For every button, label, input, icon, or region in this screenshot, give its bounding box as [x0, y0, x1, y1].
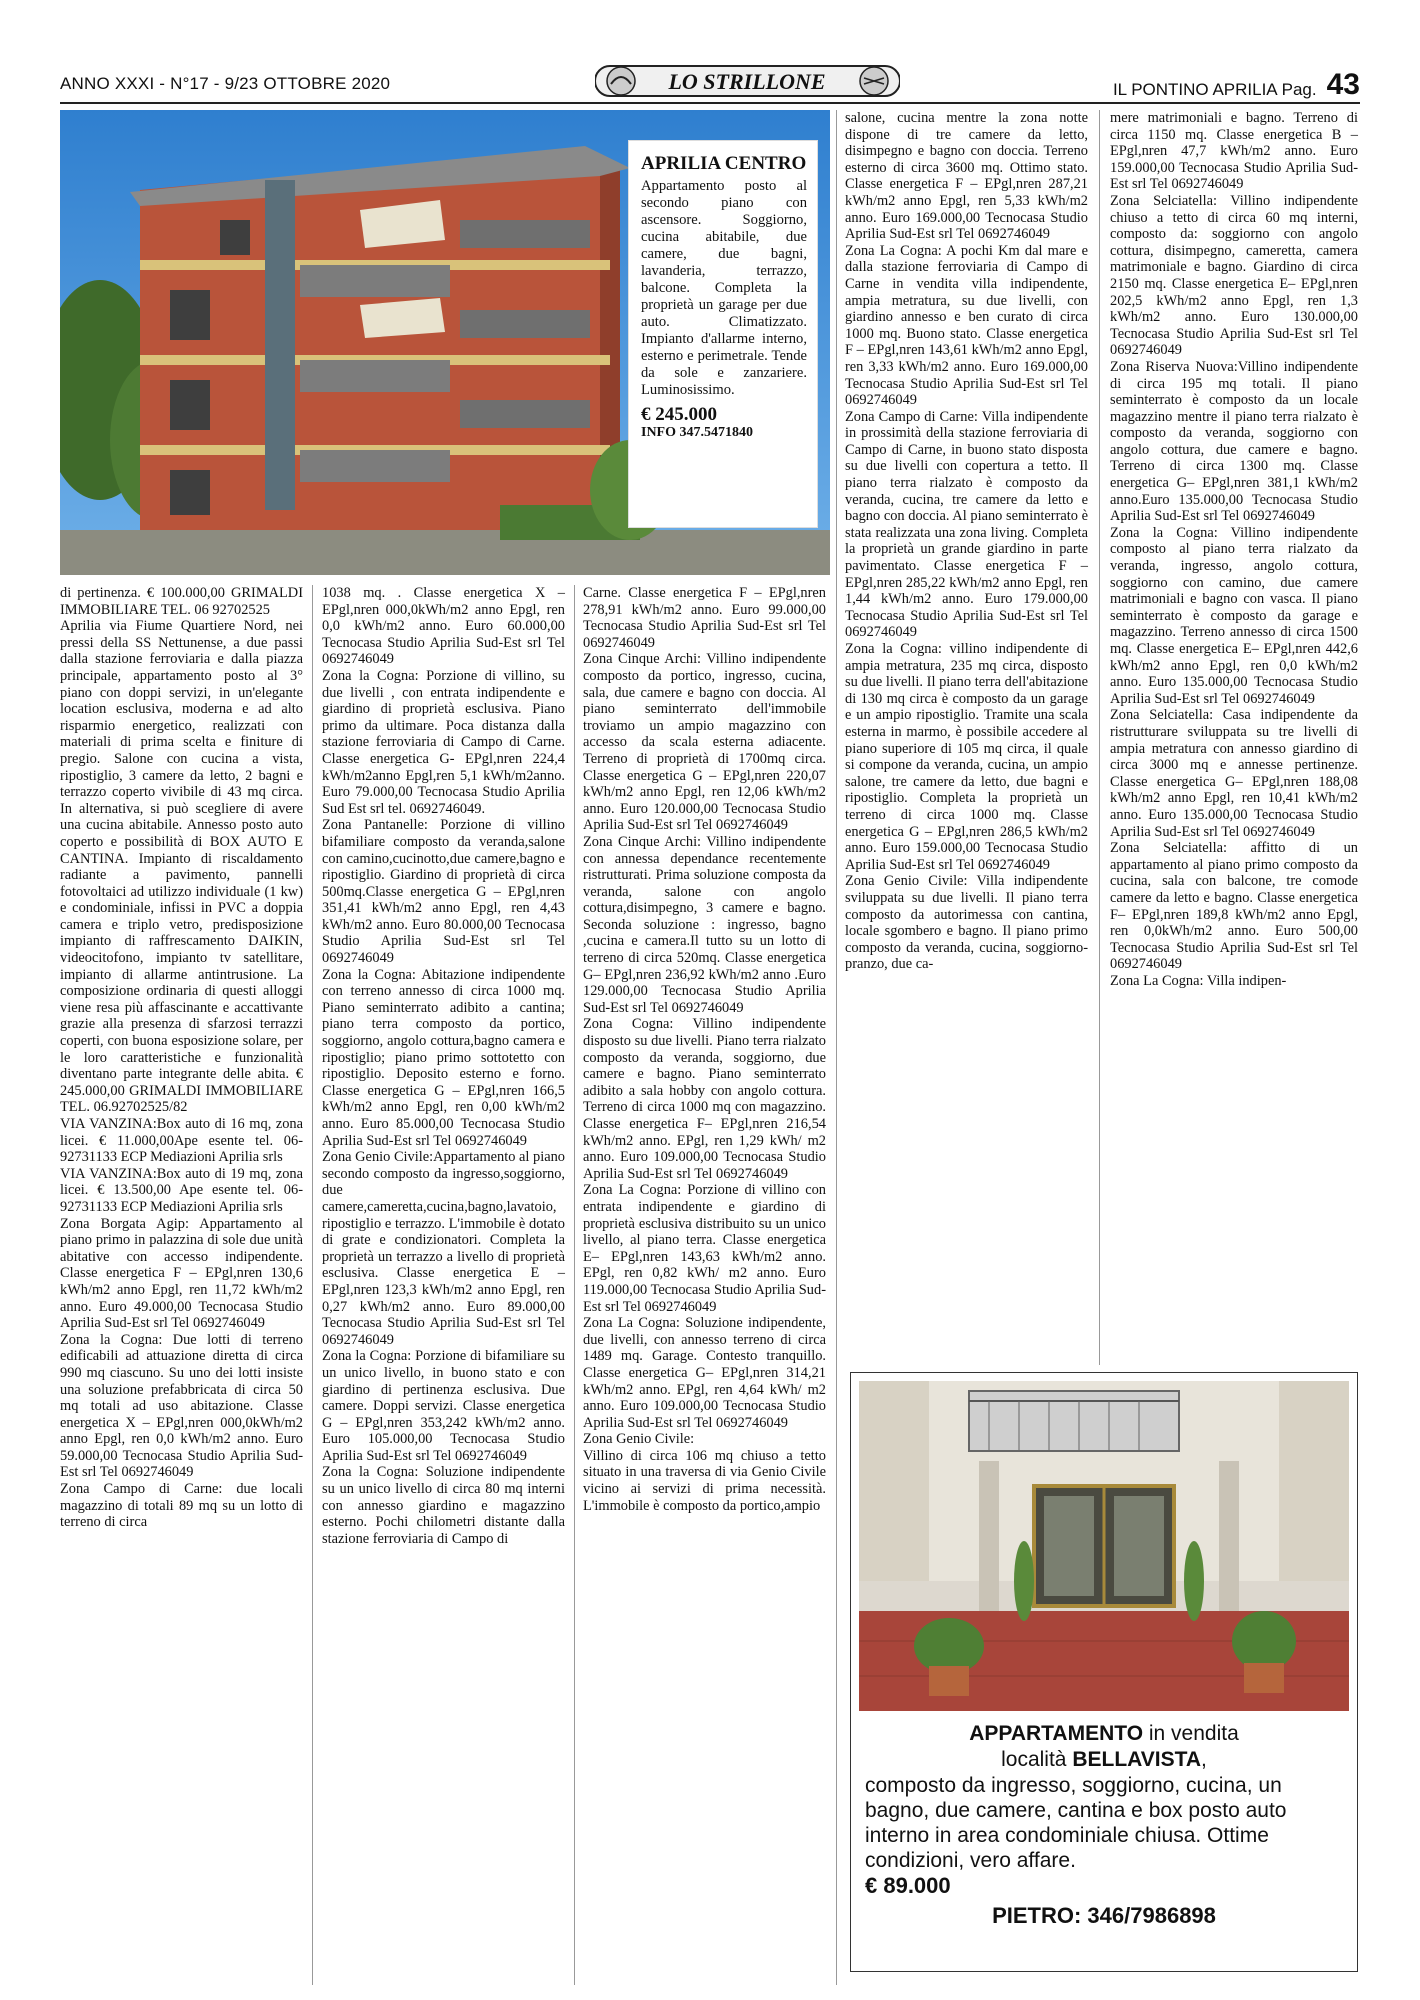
ad-location-suffix: ,	[1201, 1748, 1207, 1771]
entrance-photo	[859, 1381, 1349, 1711]
listing-paragraph: Aprilia via Fiume Quartiere Nord, nei pressi della SS Nettunense, a due passi dalla stazione ferroviaria e dalla piazza principale, appartamento posto al 3° piano con doppi servizi, in un'elegante location esclusiva, moderna e ad alto risparmio energetico, realizzati con materiali di prima scelta e finiture di pregio. Salone con cucina a vista, ripostiglio, 3 camere da letto, 2 bagni e terrazzo coperto vivibile di 43 mq circa. In alternativa, si può scegliere di avere una cucina abitabile. Annesso posto auto coperto e possibilità di BOX AUTO E CANTINA. Impianto di riscaldamento radiante a pavimento, pannelli fotovoltaici ad utilizzo individuale (1 kw) e condominiale, infissi in PVC a doppia camera e triplo vetro, predisposizione impianto di raffrescamento DAIKIN, videocitofono, impianto tv satellitare, impianto di allarme antintrusione. La composizione ordinaria di questi alloggi viene resa più affascinante e accattivante grazie alla presenza di sfarzosi terrazzi coperti, con buona esposizione solare, per le loro caratteristiche e funzionalità diventano parte integrante delle abita. € 245.000,00 GRIMALDI IMMOBILIARE TEL. 06.92702525/82	[60, 618, 303, 1116]
listing-paragraph: salone, cucina mentre la zona notte dispone di tre camere da letto, disimpegno e bagno con doccia. Terreno esterno di circa 3600 mq. Ottimo stato. Classe energetica F – EPgl,nren 287,21 kWh/m2 anno Epgl, ren 5,33 kWh/m2 anno. Euro 169.000,00 Tecnocasa Studio Aprilia Sud-Est srl Tel 0692746049	[845, 110, 1088, 243]
listing-paragraph: VIA VANZINA:Box auto di 16 mq, zona licei. € 11.000,00Ape esente tel. 06-92731133 ECP Mediazioni Aprilia srls	[60, 1116, 303, 1166]
logo-text: LO STRILLONE	[668, 69, 826, 94]
page-header	[60, 62, 1360, 102]
promo-box	[628, 140, 818, 528]
listing-paragraph: Zona La Cogna: Soluzione indipendente, due livelli, con annesso terreno di circa 1489 mq. Garage. Contesto tranquillo. Classe energetica G– EPgl,nren 314,21 kWh/m2 anno. EPgl, ren 4,64 kWh/ m2 anno. Euro 109.000,00 Tecnocasa Studio Aprilia Sud-Est srl Tel 0692746049	[583, 1315, 826, 1431]
newspaper-logo-icon	[595, 62, 900, 100]
listing-paragraph: Zona Borgata Agip: Appartamento al piano primo in palazzina di sole due unità abitative con accesso indipendente. Classe energetica F – EPgl,nren 130,6 kWh/m2 anno Epgl, ren 11,72 kWh/m2 anno. Euro 49.000,00 Tecnocasa Studio Aprilia Sud-Est srl Tel 0692746049	[60, 1215, 303, 1332]
listing-paragraph: Zona la Cogna: Porzione di bifamiliare su un unico livello, in buono stato e con giardino di pertinenza esclusiva. Due camere. Doppi servizi. Classe energetica G – EPgl,nren 353,242 kWh/m2 anno. Euro 105.000,00 Tecnocasa Studio Aprilia Sud-Est srl Tel 0692746049	[322, 1348, 565, 1464]
listing-paragraph: Zona Riserva Nuova:Villino indipendente di circa 195 mq totali. Il piano seminterrato è composto da un locale magazzino mentre il piano terra rialzato è composto da veranda, soggiorno con angolo cottura, due camere e bagno. Terreno di circa 1300 mq. Classe energetica G– EPgl,nren 381,1 kWh/m2 anno.Euro 135.000,00 Tecnocasa Studio Aprilia Sud-Est srl Tel 0692746049	[1110, 358, 1358, 525]
listing-paragraph: Zona Genio Civile:	[583, 1431, 695, 1448]
promo-contact: INFO 347.5471840	[641, 425, 753, 440]
listing-paragraph: Zona la Cogna: Villino indipendente composto al piano terra rialzato da veranda, ingresso, angolo cottura, soggiorno con camino, due camere matrimoniali e bagno con vasca. Il piano seminterrato è composto da garage e magazzino. Terreno annesso di circa 1500 mq. Classe energetica E– EPgl,nren 442,6 kWh/m2 anno Epgl, ren 0,0 kWh/m2 anno. Euro 135.000,00 Tecnocasa Studio Aprilia Sud-Est srl Tel 0692746049	[1110, 524, 1358, 707]
page-number: 43	[1326, 68, 1360, 101]
listing-column-3	[583, 585, 826, 1514]
listing-paragraph: Zona la Cogna: villino indipendente di ampia metratura, 235 mq circa, disposto su due livelli. Il piano terra dell'abitazione di 130 mq circa è composto da un garage e un ampio ripostiglio. Tramite una scala esterna in marmo, è possibile accedere al piano superiore di 105 mq circa, il quale si compone da veranda, cucina, un ampio salone, tre camere da letto, due bagni e ripostiglio. Completa la proprietà un terreno di circa 1000 mq. Classe energetica G – EPgl,nren 286,5 kWh/m2 anno. Euro 159.000,00 Tecnocasa Studio Aprilia Sud-Est srl Tel 0692746049	[845, 641, 1088, 873]
listing-paragraph: Villino di circa 106 mq chiuso a tetto situato in una traversa di via Genio Civile vicino ai servizi di prima necessità. L'immobile è composto da portico,ampio	[583, 1447, 826, 1514]
listing-paragraph: Zona Pantanelle: Porzione di villino bifamiliare composto da veranda,salone con camino,cucinotto,due camere,bagno e ripostiglio. Giardino di proprietà di circa 500mq.Classe energetica G – EPgl,nren 351,41 kWh/m2 anno Epgl, ren 4,43 kWh/m2 anno. Euro 80.000,00 Tecnocasa Studio Aprilia Sud-Est srl Tel 0692746049	[322, 817, 565, 967]
listing-paragraph: Zona Selciatella: Casa indipendente da ristrutturare sviluppata su tre livelli di ampia metratura con annesso giardino di circa 3000 mq e annesse pertinenze. Classe energetica G– EPgl,nren 188,08 kWh/m2 anno Epgl, ren 10,41 kWh/m2 anno. Euro 135.000,00 Tecnocasa Studio Aprilia Sud-Est srl Tel 0692746049	[1110, 707, 1358, 840]
listing-paragraph: Zona Selciatella: affitto di un appartamento al piano primo composto da cucina, sala con balcone, tre comode camere da letto e bagno. Classe energetica F– EPgl,nren 189,8 kWh/m2 anno Epgl, ren 0,0kWh/m2 anno. Euro 500,00 Tecnocasa Studio Aprilia Sud-Est srl Tel 0692746049	[1110, 840, 1358, 973]
column-divider	[836, 110, 837, 1985]
listing-paragraph: Zona Genio Civile:Appartamento al piano secondo composto da ingresso,soggiorno, due camere,cameretta,cucina,bagno,lavatoio, ripostiglio e terrazzo. L'immobile è dotato di grate e condizionatori. Completa la proprietà un terrazzo a livello di proprietà esclusiva. Classe energetica E – EPgl,nren 123,3 kWh/m2 anno Epgl, ren 0,27 kWh/m2 anno. Euro 89.000,00 Tecnocasa Studio Aprilia Sud-Est srl Tel 0692746049	[322, 1149, 565, 1348]
masthead-logo	[595, 62, 900, 100]
listing-paragraph: Zona la Cogna: Due lotti di terreno edificabili ad attuazione diretta di circa 990 mq ciascuno. Su uno dei lotti insiste una soluzione prefabbricata di circa 50 mq totali ad uso abitazione. Classe energetica X – EPgl,nren 000,0kWh/m2 anno Epgl, ren 0,0 kWh/m2 anno. Euro 59.000,00 Tecnocasa Studio Aprilia Sud-Est srl Tel 0692746049	[60, 1331, 303, 1481]
ad-price: € 89.000	[865, 1873, 951, 1898]
listing-paragraph: Zona Campo di Carne: Villa indipendente in prossimità della stazione ferroviaria di Campo di Carne, in buono stato disposta su due livelli con copertura a tetto. Il piano terra rialzato è composto da veranda, cucina, tre camere da letto e bagno con doccia. Al piano seminterrato è stata realizzata una zona living. Completa la proprietà un grande giardino in parte pavimentato. Classe energetica F – EPgl,nren 285,22 kWh/m2 anno Epgl, ren 1,44 kWh/m2 anno. Euro 179.000,00 Tecnocasa Studio Aprilia Sud-Est srl Tel 0692746049	[845, 408, 1088, 641]
promo-description: Appartamento posto al secondo piano con ascensore. Soggiorno, cucina abitabile, due camere, due bagni, lavanderia, terrazzo, balcone. Completa la proprietà un garage per due auto. Climatizzato. Impianto d'allarme interno, esterno e perimetrale. Tende da sole e zanzariere. Luminosissimo.	[641, 178, 807, 398]
publication-name: IL PONTINO APRILIA	[1112, 80, 1278, 99]
listing-paragraph: VIA VANZINA:Box auto di 19 mq, zona licei. € 13.500,00 Ape esente tel. 06-92731133 ECP Mediazioni Aprilia srls	[60, 1165, 303, 1215]
listing-paragraph: Zona Campo di Carne: due locali magazzino di totali 89 mq su un lotto di terreno di circa	[60, 1481, 303, 1531]
page-label: Pag.	[1281, 80, 1317, 99]
promo-title: APRILIA CENTRO	[641, 153, 807, 174]
listing-paragraph: Zona la Cogna: Abitazione indipendente con terreno annesso di circa 1000 mq. Piano seminterrato adibito a cantina; piano terra composto da portico, soggiorno, angolo cottura,bagno camera e ripostiglio; piano primo sottotetto con ripostiglio. Deposito esterno e forno. Classe energetica G – EPgl,nren 166,5 kWh/m2 anno Epgl, ren 0,00 kWh/m2 anno. Euro 85.000,00 Tecnocasa Studio Aprilia Sud-Est srl Tel 0692746049	[322, 966, 565, 1149]
listing-paragraph: Zona La Cogna: Porzione di villino con entrata indipendente e giardino di proprietà esclusiva distribuito su un unico livello, al piano terra. Classe energetica E– EPgl,nren 143,63 kWh/m2 anno. EPgl, ren 0,82 kWh/ m2 anno. Euro 119.000,00 Tecnocasa Studio Aprilia Sud-Est srl Tel 0692746049	[583, 1182, 826, 1315]
listing-paragraph: Zona Cogna: Villino indipendente disposto su due livelli. Piano terra rialzato composto da veranda, soggiorno, due camere e bagno. Piano seminterrato adibito a sala hobby con angolo cottura. Terreno di circa 1000 mq con magazzino. Classe energetica F– EPgl,nren 216,54 kWh/m2 anno. EPgl, ren 1,29 kWh/ m2 anno. Euro 109.000,00 Tecnocasa Studio Aprilia Sud-Est srl Tel 0692746049	[583, 1016, 826, 1182]
listing-paragraph: 1038 mq. . Classe energetica X – EPgl,nren 000,0kWh/m2 anno Epgl, ren 0,0 kWh/m2 anno. Euro 60.000,00 Tecnocasa Studio Aprilia Sud-Est srl Tel 0692746049	[322, 585, 565, 668]
column-divider	[312, 585, 313, 1985]
ad-contact: PIETRO: 346/7986898	[992, 1903, 1216, 1928]
building-entrance-image	[859, 1381, 1349, 1711]
ad-headline	[859, 1721, 1349, 1747]
listing-paragraph: Zona Selciatella: Villino indipendente chiuso a tetto di circa 60 mq interni, composto da: soggiorno con angolo cottura, disimpegno, cameretta, camera matrimoniale e bagno. Giardino di circa 2150 mq. Classe energetica E– EPgl,nren 202,5 kWh/m2 anno Epgl, ren 1,3 kWh/m2 anno. Euro 130.000,00 Tecnocasa Studio Aprilia Sud-Est srl Tel 0692746049	[1110, 192, 1358, 359]
apartment-ad	[850, 1372, 1358, 1972]
listing-paragraph: Zona Genio Civile: Villa indipendente sviluppata su due livelli. Il piano terra composto da autorimessa con cantina, locale sgombero e bagno. Il piano primo composto da veranda, cucina, soggiorno-pranzo, due ca-	[845, 873, 1088, 973]
listing-column-1	[60, 585, 303, 1531]
ad-headline-bold: APPARTAMENTO	[969, 1722, 1144, 1745]
column-divider	[574, 585, 575, 1985]
ad-text-block	[859, 1721, 1349, 1929]
ad-location	[859, 1747, 1349, 1773]
listing-paragraph: Zona la Cogna: Porzione di villino, su due livelli , con entrata indipendente e giardino di proprietà esclusiva. Piano primo da ultimare. Poca distanza dalla stazione ferroviaria di Campo di Carne. Classe energetica G- EPgl,nren 224,4 kWh/m2anno Epgl,ren 5,1 kWh/m2anno. Euro 79.000,00 Tecnocasa Studio Aprilia Sud Est srl tel. 0692746049.	[322, 667, 565, 817]
listing-column-2	[322, 585, 565, 1547]
listing-paragraph: Zona Cinque Archi: Villino indipendente composto da portico, ingresso, cucina, sala, due camere e bagno con doccia. Al piano seminterrato dell'immobile troviamo un ampio magazzino con accesso da scala esterna adiacente. Terreno di proprietà di 1700mq circa. Classe energetica G – EPgl,nren 220,07 kWh/m2 anno Epgl, ren 12,06 kWh/m2 anno. Euro 120.000,00 Tecnocasa Studio Aprilia Sud-Est srl Tel 0692746049	[583, 651, 826, 834]
ad-description: composto da ingresso, soggiorno, cucina, un bagno, due camere, cantina e box posto auto interno in area condominiale chiusa. Ottime condizioni, vero affare.	[865, 1774, 1287, 1872]
header-divider	[60, 102, 1360, 104]
listing-paragraph: Carne. Classe energetica F – EPgl,nren 278,91 kWh/m2 anno. Euro 99.000,00 Tecnocasa Studio Aprilia Sud-Est srl Tel 0692746049	[583, 585, 826, 651]
ad-location-prefix: località	[1001, 1748, 1073, 1771]
promo-price: € 245.000	[641, 404, 717, 425]
listing-paragraph: Zona La Cogna: A pochi Km dal mare e dalla stazione ferroviaria di Campo di Carne in vendita villa indipendente, ampia metratura, su due livelli, con giardino annesso e ben curato di circa 1000 mq. Buono stato. Classe energetica F – EPgl,nren 143,61 kWh/m2 anno Epgl, ren 3,33 kWh/m2 anno. Euro 169.000,00 Tecnocasa Studio Aprilia Sud-Est srl Tel 0692746049	[845, 242, 1088, 409]
listing-paragraph: di pertinenza. € 100.000,00 GRIMALDI IMMOBILIARE TEL. 06 92702525	[60, 585, 303, 618]
ad-headline-rest: in vendita	[1143, 1722, 1239, 1745]
listing-paragraph: mere matrimoniali e bagno. Terreno di circa 1150 mq. Classe energetica B – EPgl,nren 47,7 kWh/m2 anno. Euro 159.000,00 Tecnocasa Studio Aprilia Sud-Est srl Tel 0692746049	[1110, 110, 1358, 193]
listing-paragraph: Zona la Cogna: Soluzione indipendente su un unico livello di circa 80 mq interni con annesso giardino e magazzino esterno. Pochi chilometri distante dalla stazione ferroviaria di Campo di	[322, 1464, 565, 1547]
listing-column-5	[1110, 110, 1358, 989]
listing-paragraph: Zona La Cogna: Villa indipen-	[1110, 972, 1287, 989]
publication-info	[1113, 62, 1360, 100]
listing-column-4	[845, 110, 1088, 973]
issue-info: ANNO XXXI - N°17 - 9/23 OTTOBRE 2020	[60, 74, 391, 93]
ad-location-name: BELLAVISTA	[1072, 1748, 1202, 1771]
column-divider	[1099, 110, 1100, 1365]
listing-paragraph: Zona Cinque Archi: Villino indipendente con annessa dependance recentemente ristrutturati. Prima soluzione composta da veranda, salone con angolo cottura,disimpegno, 3 camere e bagno. Seconda soluzione : ingresso, bagno ,cucina e camera.Il tutto su un lotto di terreno di circa 520mq. Classe energetica G– EPgl,nren 236,92 kWh/m2 anno .Euro 129.000,00 Tecnocasa Studio Aprilia Sud-Est srl Tel 0692746049	[583, 833, 826, 1016]
